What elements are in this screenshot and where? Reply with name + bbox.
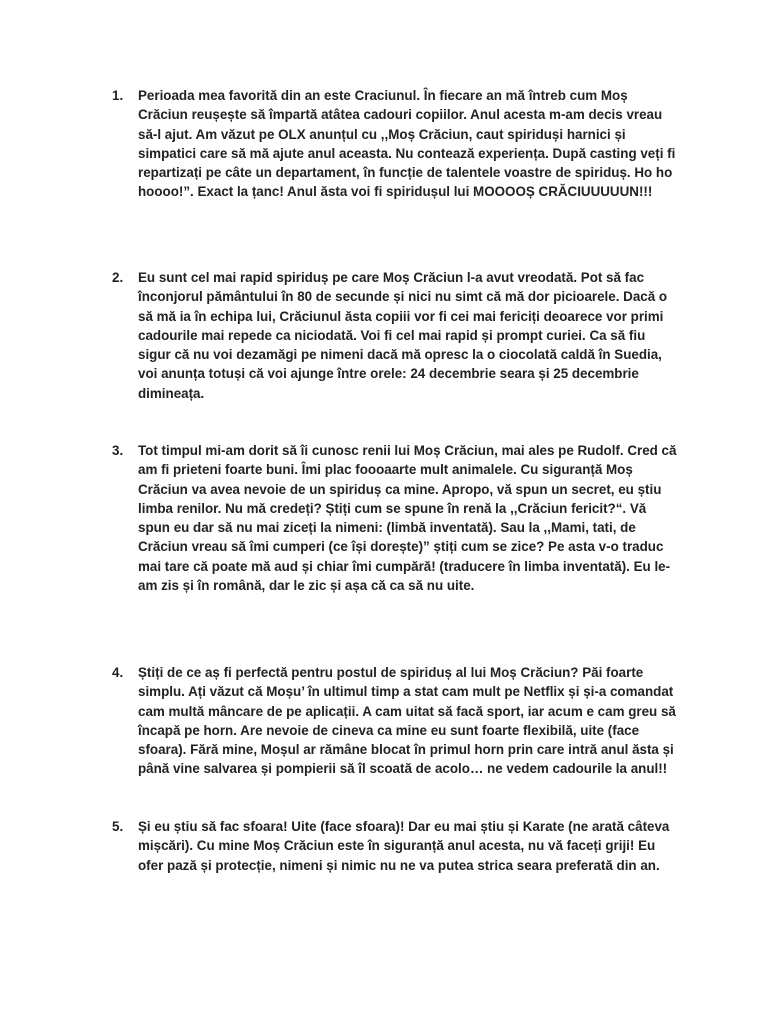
list-number: 5. (112, 819, 124, 834)
list-item (112, 663, 678, 779)
list-item (112, 441, 678, 595)
list-item (112, 817, 678, 875)
list-item (112, 86, 678, 202)
list-number: 1. (112, 88, 124, 103)
paragraph-text: Știți de ce aș fi perfectă pentru postul de spiriduș al lui Moș Crăciun? Păi foarte simplu. Ați văzut că Moșu’ în ultimul timp a stat cam mult pe Netflix și și-a comandat cam multă mâncare de pe aplicații. A cam uitat să facă sport, iar acum e cam greu să încapă pe horn. Are nevoie de cineva ca mine eu sunt foarte flexibilă, uite (face sfoara). Fără mine, Moșul ar rămâne blocat în primul horn prin care intră anul ăsta și până vine salvarea și pompierii să îl scoată de acolo… ne vedem cadourile la anul!! (138, 665, 676, 777)
list-item (112, 268, 678, 403)
list-number: 2. (112, 270, 124, 285)
list-number: 3. (112, 443, 124, 458)
list-number: 4. (112, 665, 124, 680)
paragraph-text: Și eu știu să fac sfoara! Uite (face sfoara)! Dar eu mai știu și Karate (ne arată câteva mișcări). Cu mine Moș Crăciun este în siguranță anul acesta, nu vă faceți griji! Eu ofer pază și protecție, nimeni și nimic nu ne va putea strica seara preferată din an. (138, 819, 670, 873)
paragraph-text: Tot timpul mi-am dorit să îi cunosc renii lui Moș Crăciun, mai ales pe Rudolf. Cred că am fi prieteni foarte buni. Îmi plac foooaarte mult animalele. Cu siguranță Moș Crăciun va avea nevoie de un spiriduș ca mine. Apropo, vă spun un secret, eu știu limba renilor. Nu mă credeți? Știți cum se spune în renă la ,,Crăciun fericit?“. Vă spun eu dar să nu mai ziceți la nimeni: (limbă inventată). Sau la ,,Mami, tati, de Crăciun vreau să îmi cumperi (ce își dorește)” știți cum se zice? Pe asta v-o traduc mai tare că poate mă aud și chiar îmi cumpără! (traducere în limba inventată). Eu le-am zis și în română, dar le zic și așa că ca să nu uite. (138, 443, 677, 594)
paragraph-text: Perioada mea favorită din an este Craciunul. În fiecare an mă întreb cum Moș Crăciun reușește să împartă atâtea cadouri copiilor. Anul acesta m-am decis vreau să-l ajut. Am văzut pe OLX anunțul cu ,,Moș Crăciun, caut spiriduși harnici și simpatici care să mă ajute anul aceasta. Nu contează experiența. După casting veți fi repartizați pe câte un departament, în funcție de talentele voastre de spiriduș. Ho ho hoooo!”. Exact la țanc! Anul ăsta voi fi spiridușul lui MOOOOȘ CRĂCIUUUUUN!!! (138, 88, 676, 200)
paragraph-text: Eu sunt cel mai rapid spiriduș pe care Moș Crăciun l-a avut vreodată. Pot să fac înconjorul pământului în 80 de secunde și nici nu simt că mă dor picioarele. Dacă o să mă ia în echipa lui, Crăciunul ăsta copiii vor fi cei mai fericiți deoarece vor primi cadourile mai repede ca niciodată. Voi fi cel mai rapid și prompt curiei. Ca să fiu sigur că nu voi dezamăgi pe nimeni dacă mă opresc la o ciocolată caldă în Suedia, voi anunța totuși că voi ajunge între orele: 24 decembrie seara și 25 decembrie dimineața. (138, 270, 668, 401)
